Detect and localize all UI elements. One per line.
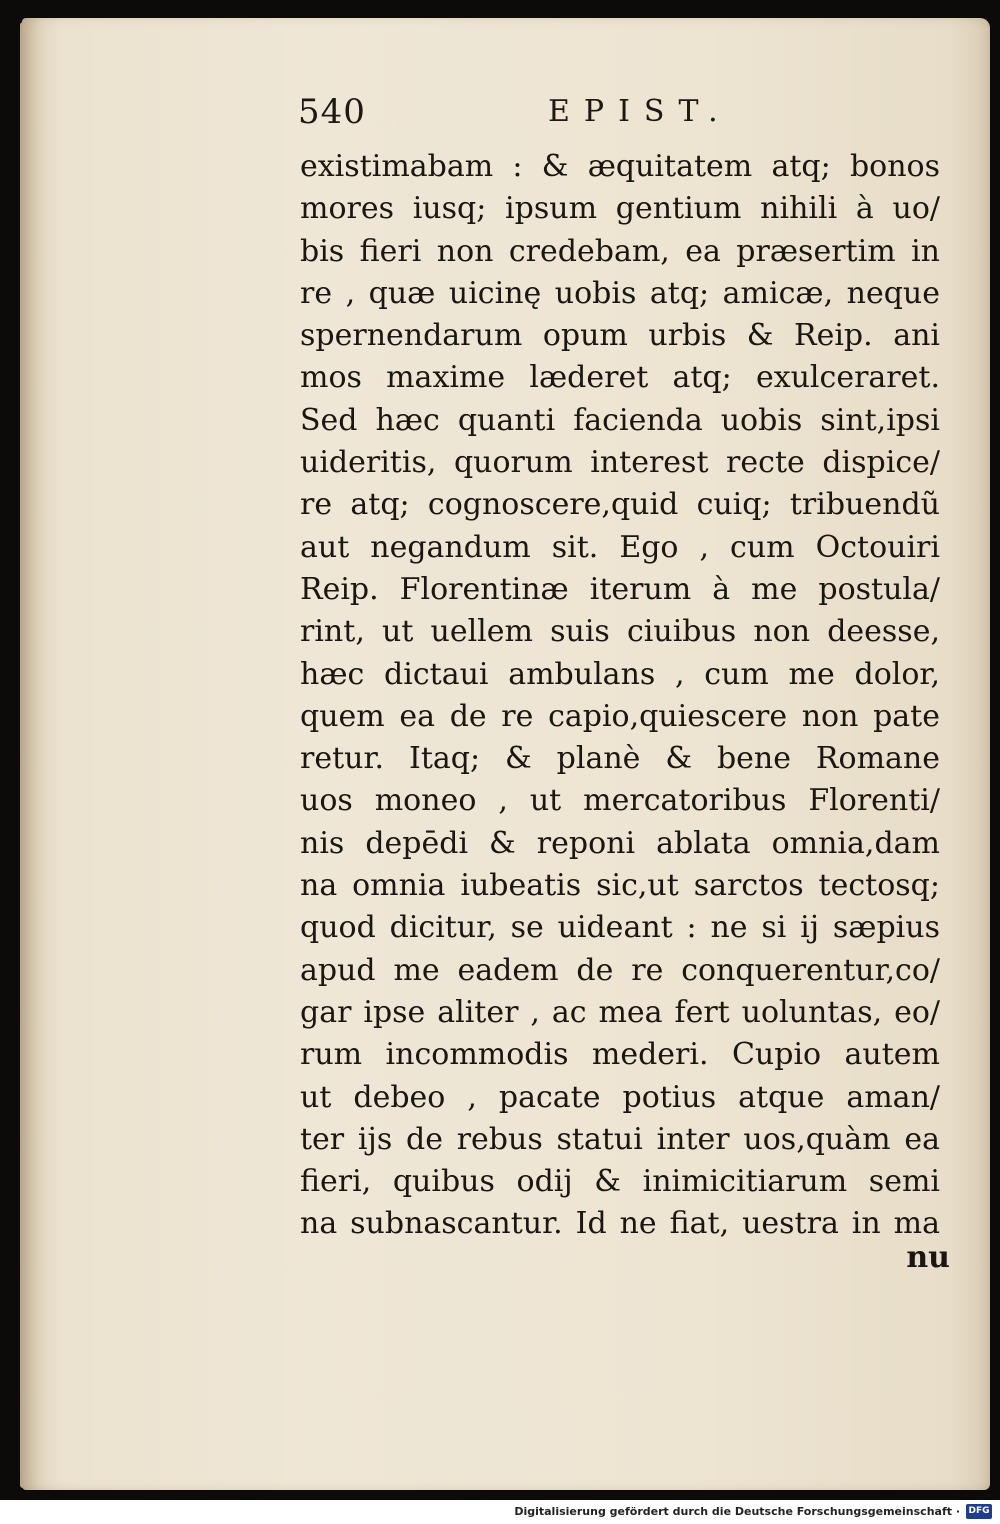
text-line: ut debeo , pacate potius atque aman/ [300,1079,940,1115]
text-line: quem ea de re capio,quiescere non pate [300,698,940,734]
text-line: nis depēdi & reponi ablata omnia,dam [300,825,940,861]
text-line: na omnia iubeatis sic,ut sarctos tectosq; [300,868,940,904]
footer-bar [0,1500,1000,1524]
catchword: nu [906,1240,950,1275]
text-block [300,146,940,1246]
text-line: uideritis, quorum interest recte dispice/ [300,445,940,481]
text-line: Sed hæc quanti facienda uobis sint,ipsi [300,402,940,438]
text-line: apud me eadem de re conquerentur,co/ [300,952,940,988]
text-line: existimabam : & æquitatem atq; bonos [300,149,940,184]
page-header [298,92,798,142]
text-line: re atq; cognoscere,quid cuiq; tribuendũ [300,487,940,523]
text-line: retur. Itaq; & planè & bene Romane [300,741,940,777]
text-line: rum incommodis mederi. Cupio autem [300,1037,940,1073]
text-line: spernendarum opum urbis & Reip. ani [300,318,940,354]
footer-credit: Digitalisierung gefördert durch die Deutsche Forschungsgemeinschaft · [514,1505,960,1518]
text-line: bis fieri non credebam, ea præsertim in [300,233,940,269]
text-line: Reip. Florentinæ iterum à me postula/ [300,571,940,607]
page-number: 540 [298,92,366,132]
text-line: re , quæ uicinę uobis atq; amicæ, neque [300,275,940,311]
text-line: quod dicitur, se uideant : ne si ij sæpius [300,910,940,946]
dfg-logo: DFG [966,1504,992,1519]
running-head: EPIST. [548,94,732,129]
text-line: hæc dictaui ambulans , cum me dolor, [300,656,940,692]
text-line: aut negandum sit. Ego , cum Octouiri [300,529,940,565]
text-line: rint, ut uellem suis ciuibus non deesse, [300,614,940,650]
text-line: na subnascantur. Id ne fiat, uestra in ma [300,1206,940,1242]
text-line: mores iusq; ipsum gentium nihili à uo/ [300,191,940,227]
text-line: gar ipse aliter , ac mea fert uoluntas, eo/ [300,994,940,1030]
text-line: fieri, quibus odij & inimicitiarum semi [300,1164,940,1200]
text-line: ter ijs de rebus statui inter uos,quàm ea [300,1121,940,1157]
text-line: uos moneo , ut mercatoribus Florenti/ [300,783,940,819]
text-line: mos maxime læderet atq; exulceraret. [300,360,940,396]
